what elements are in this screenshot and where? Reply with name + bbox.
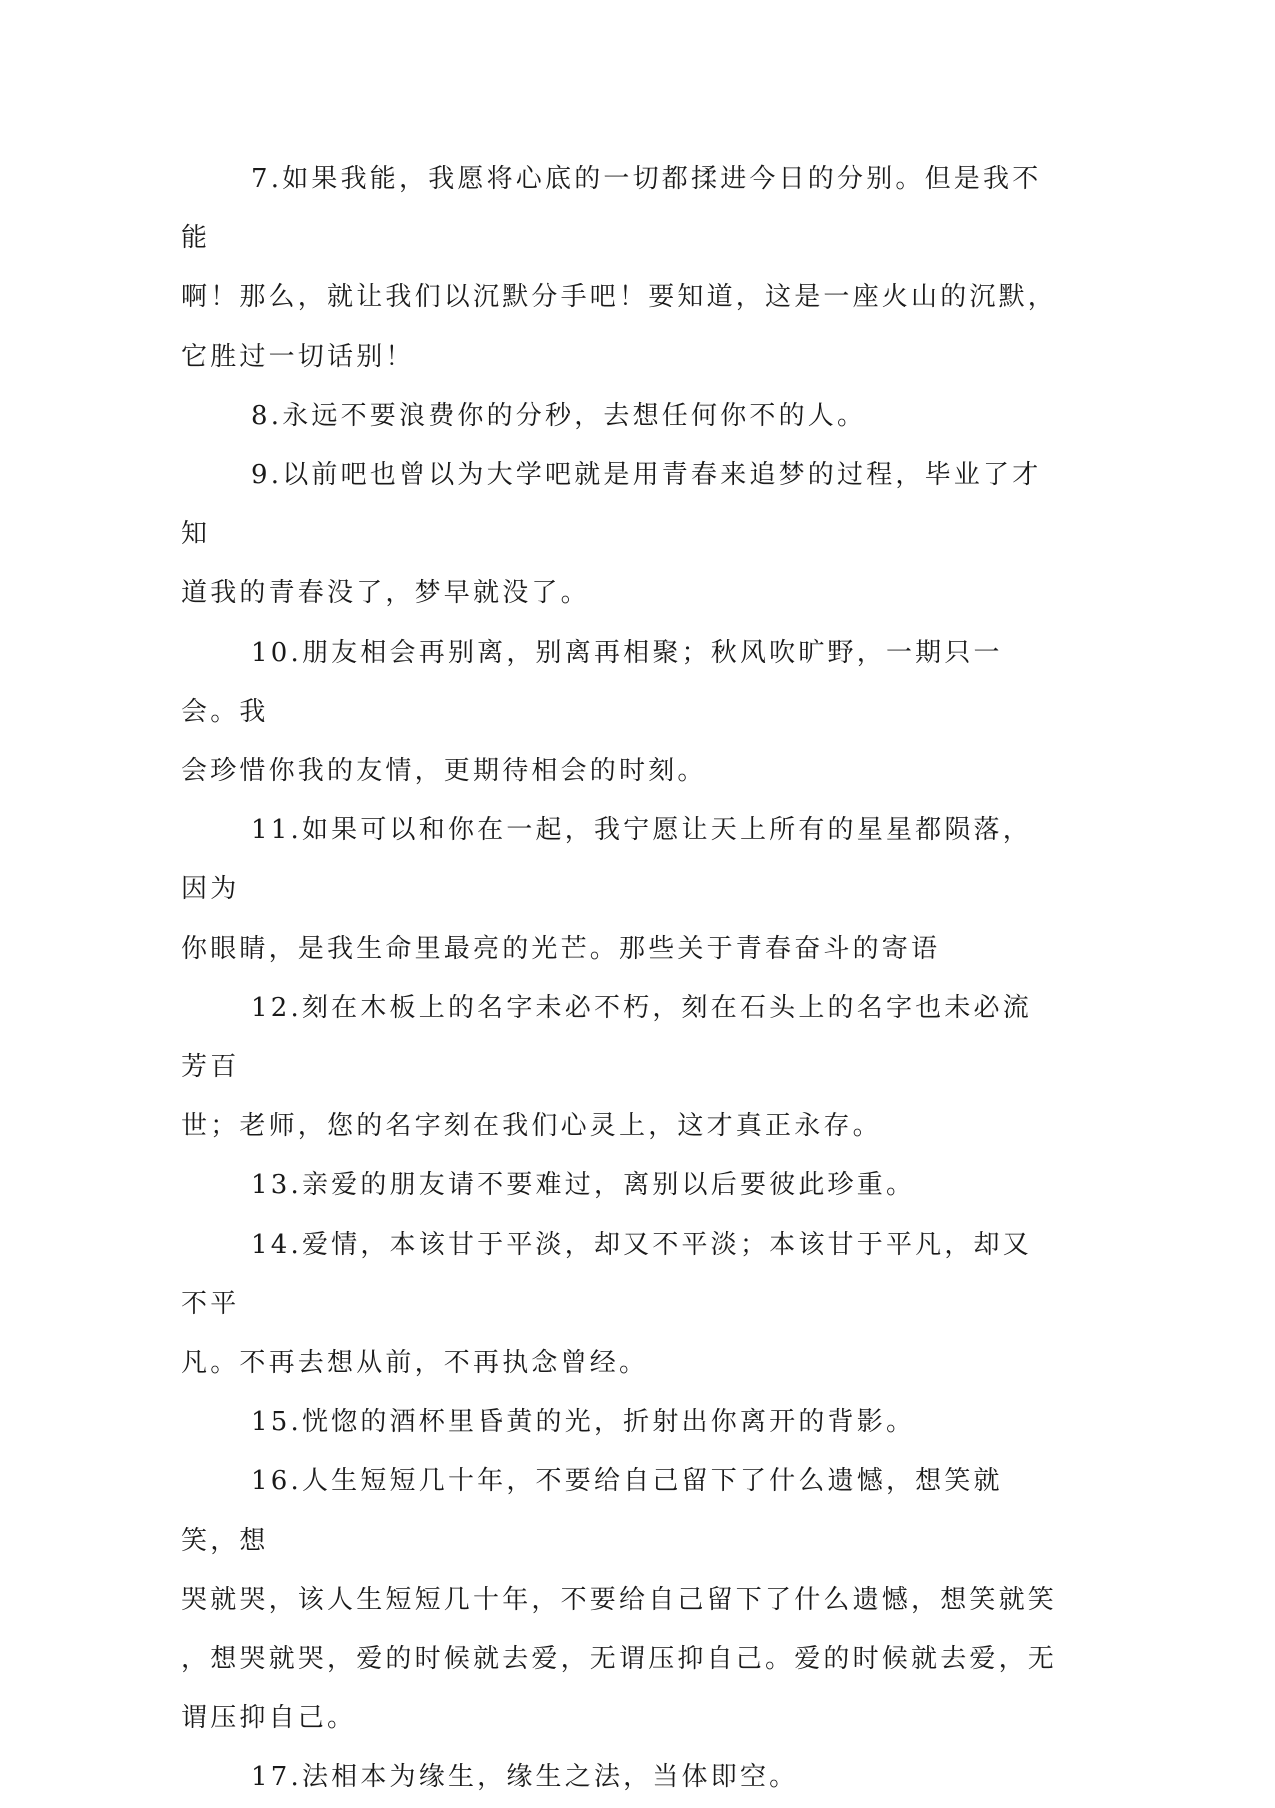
list-item-17 <box>181 1748 1061 1807</box>
list-item-7 <box>181 150 1061 387</box>
text-line: 16.人生短短几十年，不要给自己留下了什么遗憾，想笑就笑，想 <box>181 1466 1003 1556</box>
list-item-8 <box>181 387 1061 446</box>
text-line: 17.法相本为缘生，缘生之法，当体即空。 <box>251 1762 799 1793</box>
text-line: 啊！那么，就让我们以沉默分手吧！要知道，这是一座火山的沉默， <box>181 282 1058 313</box>
text-line: 会珍惜你我的友情，更期待相会的时刻。 <box>181 756 707 787</box>
list-item-13 <box>181 1156 1061 1215</box>
list-item-14 <box>181 1216 1061 1394</box>
text-line: 9.以前吧也曾以为大学吧就是用青春来追梦的过程，毕业了才知 <box>181 460 1042 550</box>
text-line: 它胜过一切话别！ <box>181 341 415 372</box>
text-line: 10.朋友相会再别离，别离再相聚；秋风吹旷野，一期只一会。我 <box>181 637 1003 727</box>
text-line: 世；老师，您的名字刻在我们心灵上，这才真正永存。 <box>181 1111 882 1142</box>
text-line: 14.爱情，本该甘于平淡，却又不平淡；本该甘于平凡，却又不平 <box>181 1229 1032 1319</box>
list-item-16 <box>181 1452 1061 1748</box>
list-item-15 <box>181 1393 1061 1452</box>
text-line: 15.恍惚的酒杯里昏黄的光，折射出你离开的背影。 <box>251 1407 916 1438</box>
text-line: 11.如果可以和你在一起，我宁愿让天上所有的星星都陨落，因为 <box>181 815 1032 905</box>
list-item-12 <box>181 979 1061 1157</box>
text-line: 12.刻在木板上的名字未必不朽，刻在石头上的名字也未必流芳百 <box>181 992 1032 1083</box>
list-item-10 <box>181 624 1061 802</box>
text-line: 谓压抑自己。 <box>181 1703 357 1734</box>
document-body <box>181 150 1061 1808</box>
list-item-9 <box>181 446 1061 624</box>
text-line: ，想哭就哭，爱的时候就去爱，无谓压抑自己。爱的时候就去爱，无 <box>181 1644 1058 1675</box>
text-line: 哭就哭，该人生短短几十年，不要给自己留下了什么遗憾，想笑就笑 <box>181 1584 1058 1615</box>
list-item-11 <box>181 801 1061 979</box>
text-line: 8.永远不要浪费你的分秒，去想任何你不的人。 <box>251 400 867 431</box>
text-line: 道我的青春没了，梦早就没了。 <box>181 578 590 609</box>
text-line: 你眼睛，是我生命里最亮的光芒。那些关于青春奋斗的寄语 <box>181 933 941 964</box>
text-line: 13.亲爱的朋友请不要难过，离别以后要彼此珍重。 <box>251 1170 916 1201</box>
text-line: 7.如果我能，我愿将心底的一切都揉进今日的分别。但是我不能 <box>181 164 1042 254</box>
text-line: 凡。不再去想从前，不再执念曾经。 <box>181 1348 649 1379</box>
